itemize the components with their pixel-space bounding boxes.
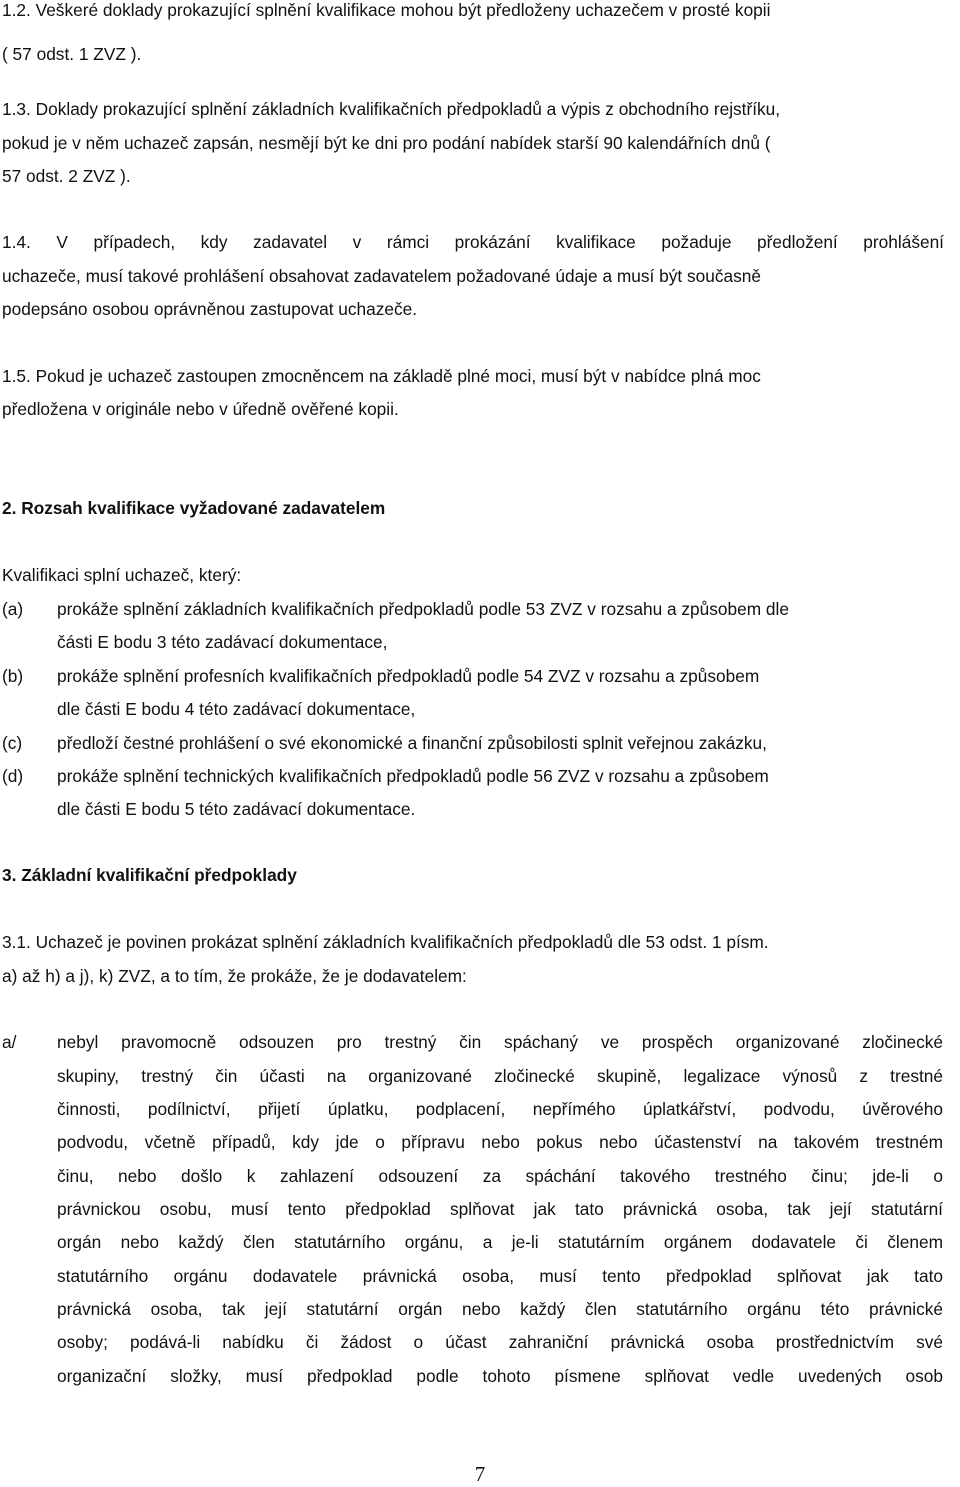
item-a-line-11: organizační složky, musí předpoklad podle tohoto písmene splňovat vedle uvedených osob (57, 1366, 943, 1386)
list-item-d-line-1: prokáže splnění technických kvalifikačních předpokladů podle 56 ZVZ v rozsahu a způsobem (57, 766, 769, 786)
list-marker-a: (a) (2, 599, 24, 619)
list-item-b-line-2: dle části E bodu 4 této zadávací dokumentace, (57, 699, 416, 719)
item-a-line-2: skupiny, trestný čin účasti na organizované zločinecké skupině, legalizace výnosů z trestné (57, 1066, 943, 1086)
paragraph-1-2-line-2: ( 57 odst. 1 ZVZ ). (2, 44, 142, 64)
paragraph-1-4-line-3: podepsáno osobou oprávněnou zastupovat uchazeče. (2, 299, 418, 319)
paragraph-1-4-line-1: 1.4. V případech, kdy zadavatel v rámci prokázání kvalifikace požaduje předložení prohlášení (2, 232, 944, 252)
list-marker-d: (d) (2, 766, 24, 786)
list-marker-c: (c) (2, 733, 23, 753)
paragraph-1-3-line-2: pokud je v něm uchazeč zapsán, nesmějí být ke dni pro podání nabídek starší 90 kalendářních dnů ( (2, 133, 771, 153)
item-a-line-9: právnická osoba, tak její statutární orgán nebo každý člen statutárního orgánu této právnické (57, 1299, 943, 1319)
list-item-c-line-1: předloží čestné prohlášení o své ekonomické a finanční způsobilosti splnit veřejnou zakázku, (57, 733, 767, 753)
item-a-line-10: osoby; podává-li nabídku či žádost o účast zahraniční právnická osoba prostřednictvím své (57, 1332, 943, 1352)
item-a-line-5: činu, nebo došlo k zahlazení odsouzení za spáchání takového trestného činu; jde-li o (57, 1166, 943, 1186)
item-a-line-7: orgán nebo každý člen statutárního orgánu, a je-li statutárním orgánem dodavatele či členem (57, 1232, 943, 1252)
paragraph-1-5-line-2: předložena v originále nebo v úředně ověřené kopii. (2, 399, 399, 419)
item-a-line-4: podvodu, včetně případů, kdy jde o přípravu nebo pokus nebo účastenství na takovém trestném (57, 1132, 943, 1152)
list-item-a-line-1: prokáže splnění základních kvalifikačních předpokladů podle 53 ZVZ v rozsahu a způsobem dle (57, 599, 789, 619)
section-heading-3: 3. Základní kvalifikační předpoklady (2, 865, 297, 885)
paragraph-1-5-line-1: 1.5. Pokud je uchazeč zastoupen zmocněncem na základě plné moci, musí být v nabídce plná moc (2, 366, 761, 386)
paragraph-1-3-line-3: 57 odst. 2 ZVZ ). (2, 166, 131, 186)
section-heading-2: 2. Rozsah kvalifikace vyžadované zadavatelem (2, 498, 386, 518)
page-number: 7 (474, 1462, 486, 1486)
item-a-marker: a/ (2, 1032, 17, 1052)
list-item-d-line-2: dle části E bodu 5 této zadávací dokumentace. (57, 799, 416, 819)
item-a-line-6: právnickou osobu, musí tento předpoklad splňovat jak tato právnická osoba, tak její statutární (57, 1199, 943, 1219)
list-item-b-line-1: prokáže splnění profesních kvalifikačních předpokladů podle 54 ZVZ v rozsahu a způsobem (57, 666, 760, 686)
paragraph-1-3-line-1: 1.3. Doklady prokazující splnění základních kvalifikačních předpokladů a výpis z obchodního rejstříku, (2, 99, 781, 119)
list-item-a-line-2: části E bodu 3 této zadávací dokumentace, (57, 632, 388, 652)
paragraph-3-1-line-2: a) až h) a j), k) ZVZ, a to tím, že prokáže, že je dodavatelem: (2, 966, 467, 986)
paragraph-1-2-line-1: 1.2. Veškeré doklady prokazující splnění kvalifikace mohou být předloženy uchazečem v prosté kopii (2, 0, 771, 20)
list-marker-b: (b) (2, 666, 24, 686)
item-a-line-1: nebyl pravomocně odsouzen pro trestný čin spáchaný ve prospěch organizované zločinecké (57, 1032, 943, 1052)
section-2-intro: Kvalifikaci splní uchazeč, který: (2, 565, 242, 585)
item-a-line-3: činnosti, podílnictví, přijetí úplatku, podplacení, nepřímého úplatkářství, podvodu, úvěrového (57, 1099, 943, 1119)
paragraph-1-4-line-2: uchazeče, musí takové prohlášení obsahovat zadavatelem požadované údaje a musí být současně (2, 266, 761, 286)
item-a-line-8: statutárního orgánu dodavatele právnická osoba, musí tento předpoklad splňovat jak tato (57, 1266, 943, 1286)
paragraph-3-1-line-1: 3.1. Uchazeč je povinen prokázat splnění základních kvalifikačních předpokladů dle 53 odst. 1 písm. (2, 932, 769, 952)
